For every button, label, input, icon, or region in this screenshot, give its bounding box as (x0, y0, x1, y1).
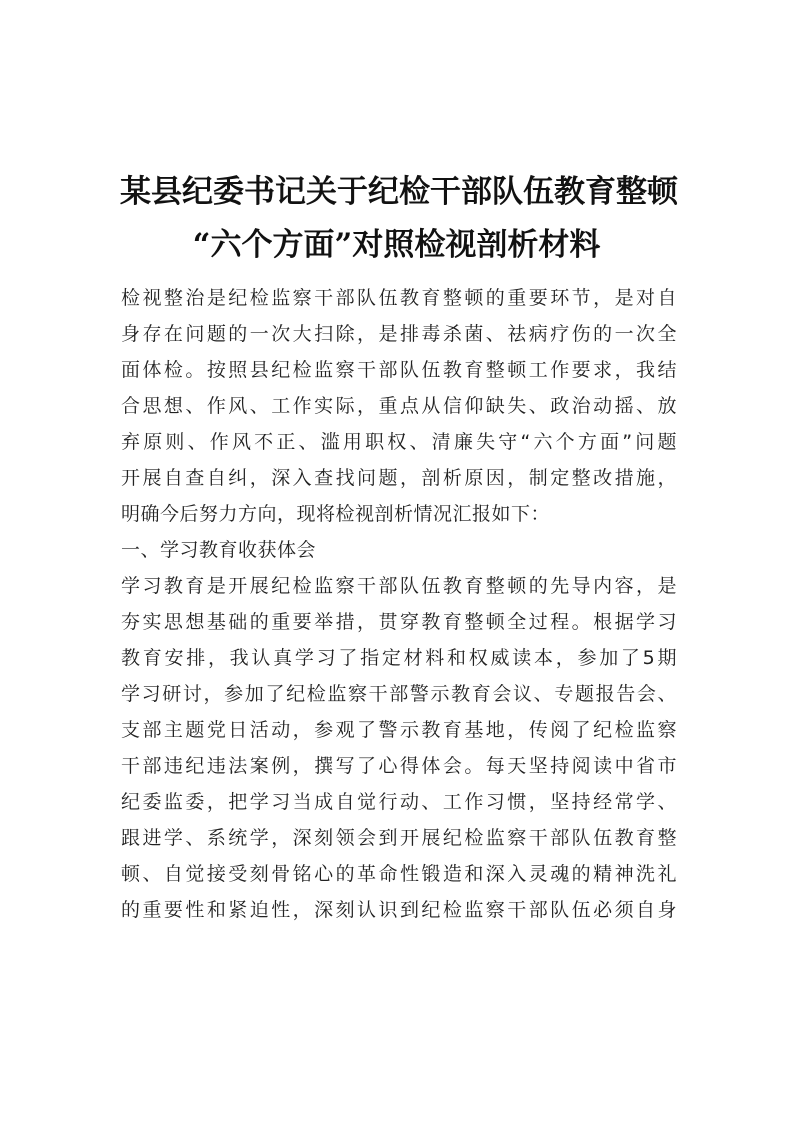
text-line: 检视整治是纪检监察干部队伍教育整顿的重要环节，是对自 (121, 287, 677, 309)
text-line: 干部违纪违法案例，撰写了心得体会。每天坚持阅读中省市 (121, 755, 677, 777)
text-line: 的重要性和紧迫性，深刻认识到纪检监察干部队伍必须自身 (121, 899, 677, 921)
section-heading-text: 一、学习教育收获体会 (121, 539, 317, 561)
text-line: 支部主题党日活动，参观了警示教育基地，传阅了纪检监察 (121, 719, 677, 741)
paragraph-study (121, 568, 677, 928)
paragraph-intro (121, 280, 677, 532)
text-line: 学习研讨，参加了纪检监察干部警示教育会议、专题报告会、 (121, 683, 677, 705)
text-line: 身存在问题的一次大扫除，是排毒杀菌、祛病疗伤的一次全 (121, 323, 677, 345)
text-line: 夯实思想基础的重要举措，贯穿教育整顿全过程。根据学习 (121, 611, 677, 633)
text-line: 面体检。按照县纪检监察干部队伍教育整顿工作要求，我结 (121, 359, 677, 381)
document-body (121, 280, 677, 928)
text-line: 开展自查自纠，深入查找问题，剖析原因，制定整改措施， (121, 467, 677, 489)
text-line: 明确今后努力方向，现将检视剖析情况汇报如下： (121, 503, 551, 525)
text-line: 弃原则、作风不正、滥用职权、清廉失守“六个方面”问题 (121, 431, 677, 453)
document-title-line-1: 某县纪委书记关于纪检干部队伍教育整顿 (120, 174, 678, 210)
section-heading (121, 532, 677, 568)
text-line: 顿、自觉接受刻骨铭心的革命性锻造和深入灵魂的精神洗礼 (121, 863, 677, 885)
text-line: 合思想、作风、工作实际，重点从信仰缺失、政治动摇、放 (121, 395, 677, 417)
text-line: 教育安排，我认真学习了指定材料和权威读本，参加了5期 (121, 647, 677, 669)
text-line: 学习教育是开展纪检监察干部队伍教育整顿的先导内容，是 (121, 575, 677, 597)
text-line: 纪委监委，把学习当成自觉行动、工作习惯，坚持经常学、 (121, 791, 677, 813)
document-title-line-2: “六个方面”对照检视剖析材料 (192, 227, 601, 263)
text-line: 跟进学、系统学，深刻领会到开展纪检监察干部队伍教育整 (121, 827, 677, 849)
